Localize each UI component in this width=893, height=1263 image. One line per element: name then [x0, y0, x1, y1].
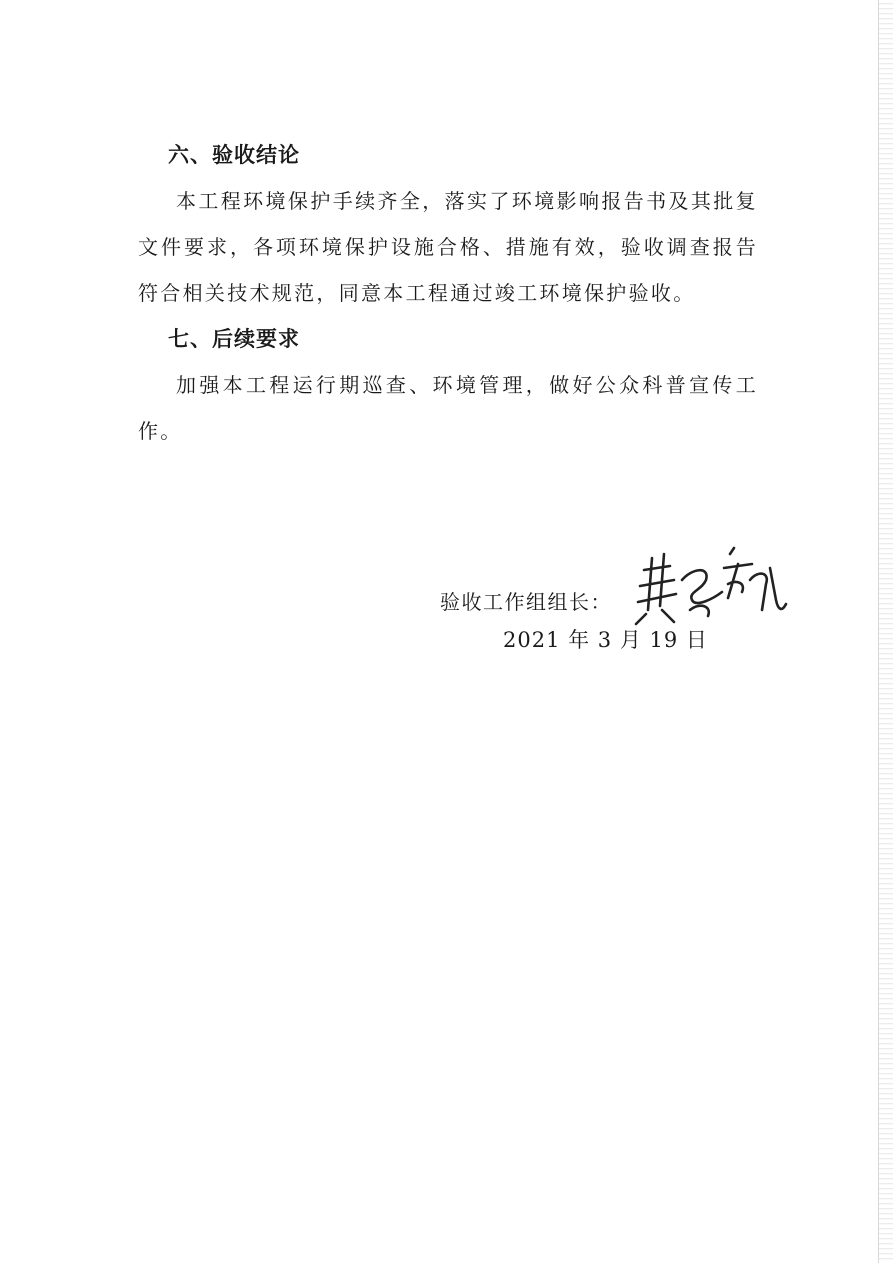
- signature-label: 验收工作组组长：: [440, 590, 612, 614]
- document-body: [138, 132, 758, 454]
- handwritten-signature: [630, 540, 790, 630]
- section-heading-conclusion: 六、验收结论: [168, 143, 300, 167]
- section-paragraph-conclusion: 本工程环境保护手续齐全，落实了环境影响报告书及其批复文件要求，各项环境保护设施合格、措施有效，验收调查报告符合相关技术规范，同意本工程通过竣工环境保护验收。: [138, 189, 758, 305]
- section-heading-follow-up: 七、后续要求: [168, 327, 300, 351]
- document-date: 2021 年 3 月 19 日: [503, 628, 708, 652]
- section-paragraph-follow-up: 加强本工程运行期巡查、环境管理，做好公众科普宣传工作。: [138, 373, 758, 443]
- scan-edge-artifact: [878, 0, 893, 1263]
